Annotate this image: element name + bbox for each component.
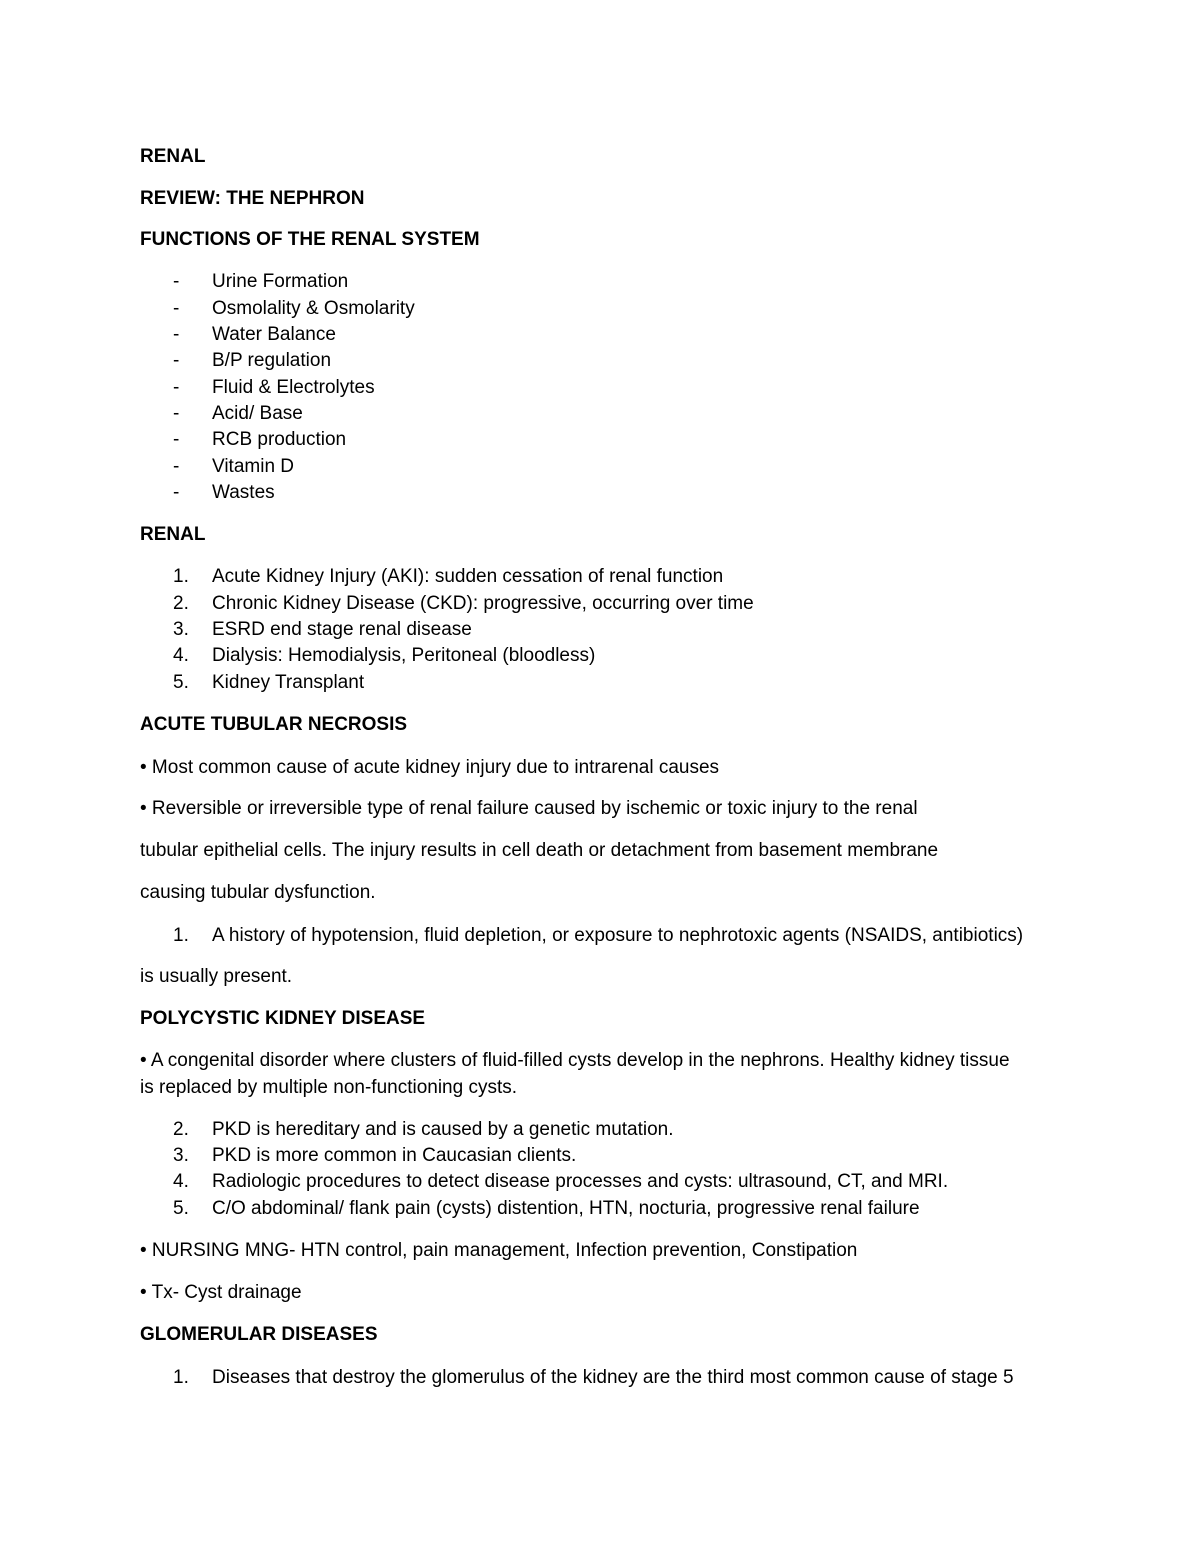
atn-bullet-2-line-1: • Reversible or irreversible type of renal failure caused by ischemic or toxic injury to the renal	[140, 798, 918, 819]
function-item: Acid/ Base	[212, 403, 303, 424]
atn-list-item: A history of hypotension, fluid depletion, or exposure to nephrotoxic agents (NSAIDS, antibiotics)	[212, 925, 1024, 946]
function-item: B/P regulation	[212, 350, 332, 371]
pkd-bullet-1-line-1: • A congenital disorder where clusters of fluid-filled cysts develop in the nephrons. Healthy kidney tissue	[140, 1050, 1010, 1071]
list-dash: -	[173, 403, 180, 424]
renal-heading: RENAL	[140, 524, 206, 545]
pkd-list-item: PKD is hereditary and is caused by a genetic mutation.	[212, 1119, 674, 1140]
glomerular-list-item: Diseases that destroy the glomerulus of the kidney are the third most common cause of stage 5	[212, 1367, 1014, 1388]
title-review-nephron: REVIEW: THE NEPHRON	[140, 188, 365, 209]
list-dash: -	[173, 350, 180, 371]
list-dash: -	[173, 429, 180, 450]
list-dash: -	[173, 482, 180, 503]
list-dash: -	[173, 271, 180, 292]
function-item: Vitamin D	[212, 456, 295, 477]
list-number: 5.	[173, 672, 189, 693]
atn-list-item-continuation: is usually present.	[140, 966, 293, 987]
list-number: 2.	[173, 1119, 189, 1140]
atn-bullet-2-line-3: causing tubular dysfunction.	[140, 882, 376, 903]
function-item: RCB production	[212, 429, 347, 450]
renal-list-item: Dialysis: Hemodialysis, Peritoneal (bloodless)	[212, 645, 596, 666]
atn-bullet-2-line-2: tubular epithelial cells. The injury results in cell death or detachment from basement membrane	[140, 840, 939, 861]
renal-list-item: ESRD end stage renal disease	[212, 619, 472, 640]
glomerular-heading: GLOMERULAR DISEASES	[140, 1324, 378, 1345]
title-renal: RENAL	[140, 146, 206, 167]
list-dash: -	[173, 377, 180, 398]
renal-list-item: Acute Kidney Injury (AKI): sudden cessation of renal function	[212, 566, 724, 587]
list-number: 1.	[173, 1367, 189, 1388]
renal-list-item: Kidney Transplant	[212, 672, 365, 693]
pkd-bullet-nursing: • NURSING MNG- HTN control, pain management, Infection prevention, Constipation	[140, 1240, 858, 1261]
list-number: 3.	[173, 619, 189, 640]
function-item: Water Balance	[212, 324, 336, 345]
pkd-list-item: PKD is more common in Caucasian clients.	[212, 1145, 577, 1166]
pkd-list-item: Radiologic procedures to detect disease processes and cysts: ultrasound, CT, and MRI.	[212, 1171, 949, 1192]
list-dash: -	[173, 298, 180, 319]
function-item: Wastes	[212, 482, 275, 503]
functions-heading: FUNCTIONS OF THE RENAL SYSTEM	[140, 229, 480, 250]
list-number: 5.	[173, 1198, 189, 1219]
function-item: Osmolality & Osmolarity	[212, 298, 415, 319]
list-number: 1.	[173, 925, 189, 946]
atn-heading: ACUTE TUBULAR NECROSIS	[140, 714, 408, 735]
function-item: Urine Formation	[212, 271, 349, 292]
list-number: 4.	[173, 1171, 189, 1192]
function-item: Fluid & Electrolytes	[212, 377, 375, 398]
pkd-list-item: C/O abdominal/ flank pain (cysts) distention, HTN, nocturia, progressive renal failure	[212, 1198, 920, 1219]
list-number: 4.	[173, 645, 189, 666]
renal-list-item: Chronic Kidney Disease (CKD): progressive, occurring over time	[212, 593, 754, 614]
list-number: 2.	[173, 593, 189, 614]
atn-bullet-1: • Most common cause of acute kidney injury due to intrarenal causes	[140, 757, 720, 778]
list-dash: -	[173, 324, 180, 345]
list-number: 3.	[173, 1145, 189, 1166]
list-number: 1.	[173, 566, 189, 587]
pkd-heading: POLYCYSTIC KIDNEY DISEASE	[140, 1008, 426, 1029]
pkd-bullet-tx: • Tx- Cyst drainage	[140, 1282, 302, 1303]
pkd-bullet-1-line-2: is replaced by multiple non-functioning cysts.	[140, 1077, 518, 1098]
list-dash: -	[173, 456, 180, 477]
